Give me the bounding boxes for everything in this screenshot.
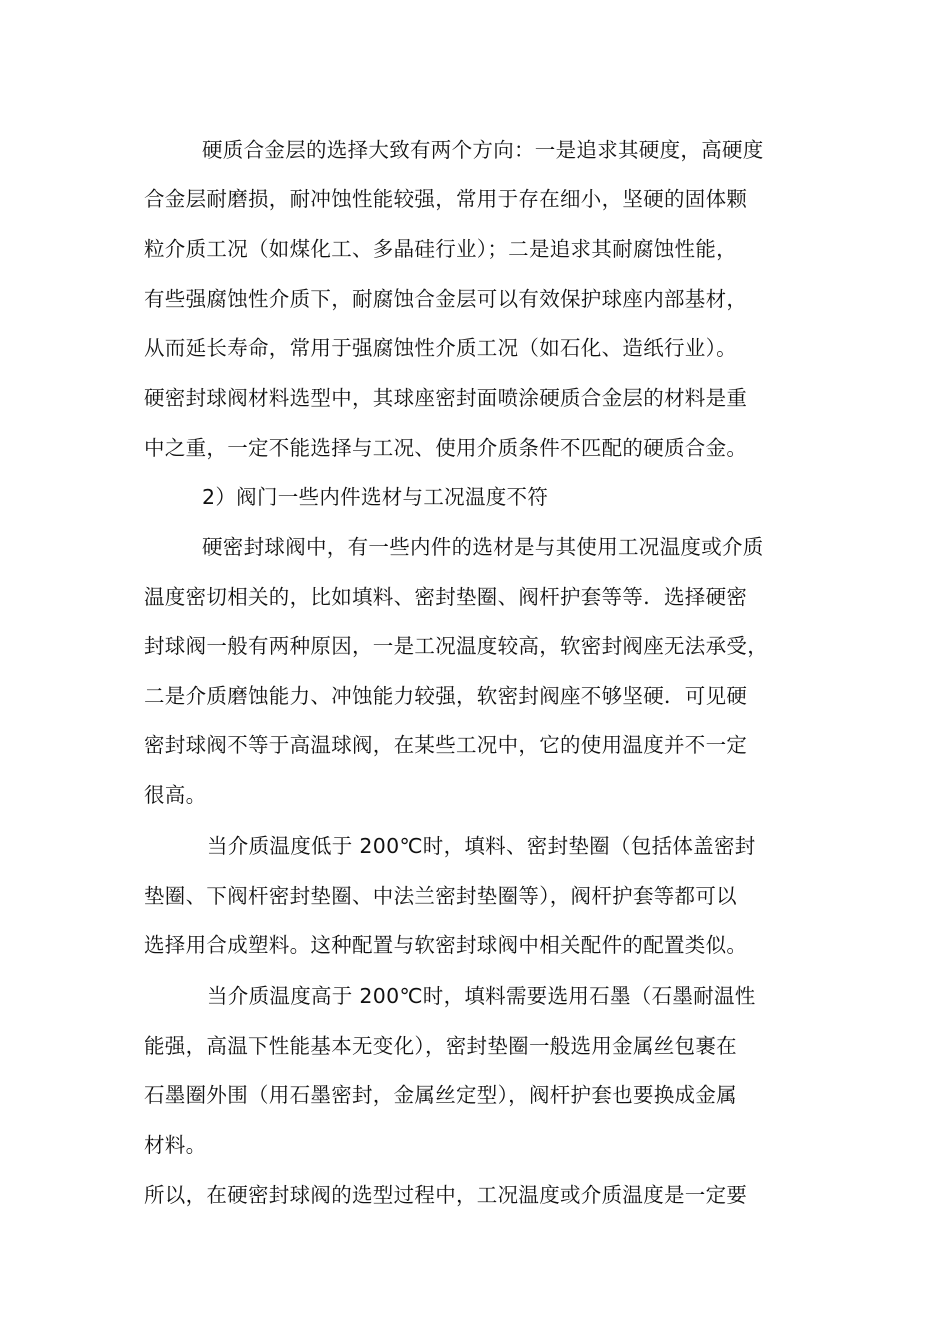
- text-line: 封球阀一般有两种原因，一是工况温度较高，软密封阀座无法承受，: [144, 634, 768, 658]
- text-line: 当介质温度低于 200℃时，填料、密封垫圈（包括体盖密封: [207, 834, 756, 858]
- text-line: 硬密封球阀材料选型中，其球座密封面喷涂硬质合金层的材料是重: [144, 386, 748, 410]
- text-line: 硬质合金层的选择大致有两个方向：一是追求其硬度，高硬度: [202, 138, 764, 162]
- text-line: 很高。: [144, 783, 207, 807]
- text-line: 选择用合成塑料。这种配置与软密封球阀中相关配件的配置类似。: [144, 933, 748, 957]
- text-line: 所以，在硬密封球阀的选型过程中，工况温度或介质温度是一定要: [144, 1183, 748, 1207]
- text-line: 温度密切相关的，比如填料、密封垫圈、阀杆护套等等．选择硬密: [144, 585, 748, 609]
- text-line: 粒介质工况（如煤化工、多晶硅行业）；二是追求其耐腐蚀性能，: [144, 237, 737, 261]
- text-line: 能强，高温下性能基本无变化），密封垫圈一般选用金属丝包裹在: [144, 1034, 737, 1058]
- text-line: 垫圈、下阀杆密封垫圈、中法兰密封垫圈等），阀杆护套等都可以: [144, 884, 737, 908]
- text-line: 当介质温度高于 200℃时，填料需要选用石墨（石墨耐温性: [207, 984, 756, 1008]
- text-line: 有些强腐蚀性介质下，耐腐蚀合金层可以有效保护球座内部基材，: [144, 287, 748, 311]
- text-line: 从而延长寿命，常用于强腐蚀性介质工况（如石化、造纸行业）。: [144, 336, 737, 360]
- text-line: 硬密封球阀中，有一些内件的选材是与其使用工况温度或介质: [202, 535, 764, 559]
- text-line: 石墨圈外围（用石墨密封，金属丝定型），阀杆护套也要换成金属: [144, 1083, 737, 1107]
- text-line: 材料。: [144, 1133, 207, 1157]
- text-line: 合金层耐磨损，耐冲蚀性能较强，常用于存在细小，坚硬的固体颗: [144, 187, 748, 211]
- text-line: 密封球阀不等于高温球阀，在某些工况中，它的使用温度并不一定: [144, 733, 748, 757]
- text-line: 中之重，一定不能选择与工况、使用介质条件不匹配的硬质合金。: [144, 436, 748, 460]
- section-heading: 2）阀门一些内件选材与工况温度不符: [202, 485, 549, 509]
- text-line: 二是介质磨蚀能力、冲蚀能力较强，软密封阀座不够坚硬．可见硬: [144, 684, 748, 708]
